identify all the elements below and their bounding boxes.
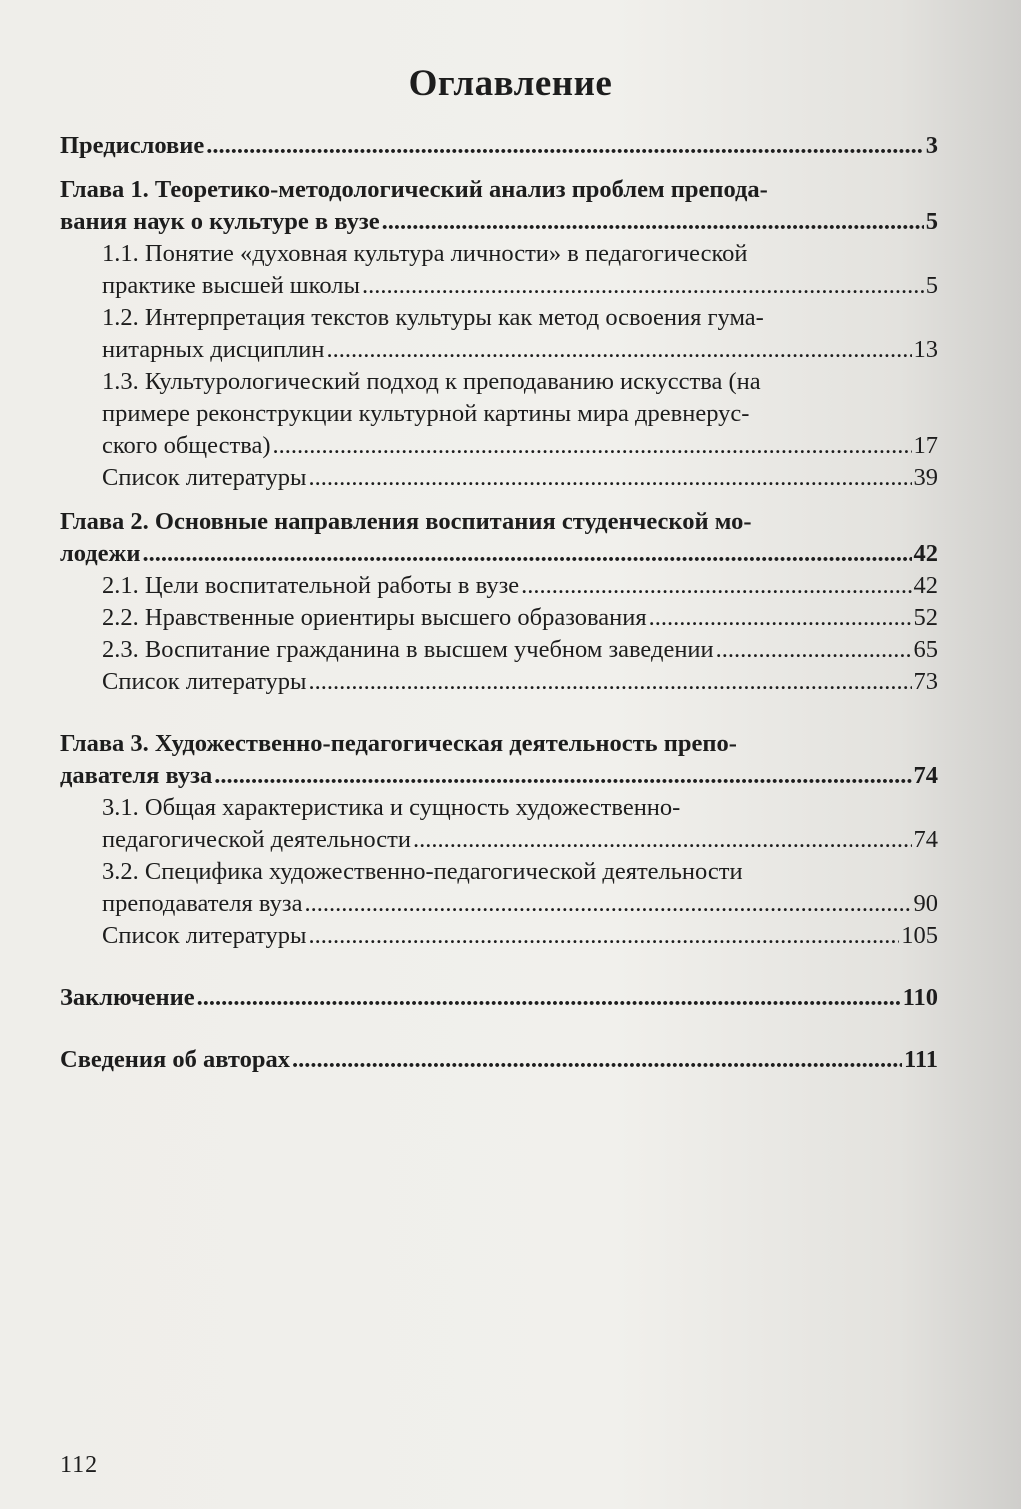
toc-leader-line [102, 602, 938, 634]
toc-entry-title: Глава 3. Художественно-педагогическая деятельность препо- [60, 730, 737, 757]
toc-page-number: 13 [913, 336, 938, 363]
dot-leader [142, 538, 911, 570]
toc-leader-line [102, 824, 938, 856]
toc-entry-title: Список литературы [102, 464, 307, 491]
toc-page-number: 74 [913, 826, 938, 853]
dot-leader [308, 666, 911, 698]
dot-leader [197, 982, 901, 1014]
dot-leader [292, 1044, 902, 1076]
dot-leader [206, 130, 924, 162]
toc-leader-line [102, 462, 938, 494]
toc-entry-title: Заключение [60, 984, 195, 1011]
toc-entry-chapter-2 [60, 506, 938, 570]
toc-entry-title: 1.2. Интерпретация текстов культуры как метод освоения гума- [102, 304, 764, 331]
toc-entry-preface [60, 130, 938, 162]
toc-leader-line [60, 130, 938, 162]
dot-leader [649, 602, 912, 634]
toc-entry-title: 3.1. Общая характеристика и сущность художественно- [102, 794, 681, 821]
dot-leader [273, 430, 912, 462]
toc-entry-references-3 [60, 920, 938, 952]
toc-page-number: 105 [901, 922, 938, 949]
toc-entry-chapter-1 [60, 174, 938, 238]
toc-entry-about-authors [60, 1044, 938, 1076]
toc-entry-section-1-1 [60, 238, 938, 302]
toc-leader-line [102, 920, 938, 952]
toc-entry-title: Предисловие [60, 132, 205, 159]
toc-page-number: 111 [903, 1046, 938, 1073]
toc-entry-title-end: лодежи [60, 540, 141, 567]
toc-leader-line [60, 538, 938, 570]
toc-entry-title: 3.2. Специфика художественно-педагогической деятельности [102, 858, 743, 885]
dot-leader [214, 760, 911, 792]
dot-leader [716, 634, 912, 666]
toc-entry-title-cont: примере реконструкции культурной картины мира древнерус- [102, 400, 750, 427]
toc-leader-line [102, 666, 938, 698]
page-number: 112 [60, 1452, 99, 1478]
toc-entry-section-3-2 [60, 856, 938, 920]
toc-entry-title-end: ского общества) [102, 432, 271, 459]
toc-leader-line [102, 888, 938, 920]
toc-page-number: 110 [902, 984, 938, 1011]
toc-page-number: 5 [925, 272, 938, 299]
toc-page-number: 90 [913, 890, 938, 917]
toc-leader-line [102, 570, 938, 602]
page-title: Оглавление [408, 63, 613, 104]
dot-leader [308, 920, 899, 952]
toc-entry-title: 1.3. Культурологический подход к преподаванию искусства (на [102, 368, 761, 395]
toc-entry-references-2 [60, 666, 938, 698]
toc-page-number: 39 [913, 464, 938, 491]
toc-entry-title: 1.1. Понятие «духовная культура личности» в педагогической [102, 240, 748, 267]
dot-leader [362, 270, 924, 302]
toc-entry-title-end: давателя вуза [60, 762, 213, 789]
toc-entry-title: Глава 2. Основные направления воспитания студенческой мо- [60, 508, 752, 535]
toc-entry-title: Список литературы [102, 668, 307, 695]
dot-leader [521, 570, 911, 602]
dot-leader [327, 334, 912, 366]
toc-page-number: 42 [913, 540, 938, 567]
toc-entry-title: Сведения об авторах [60, 1046, 290, 1073]
toc-page-number: 73 [913, 668, 938, 695]
toc-entry-title: 2.1. Цели воспитательной работы в вузе [102, 572, 520, 599]
dot-leader [308, 462, 911, 494]
toc-leader-line [102, 270, 938, 302]
toc-page-number: 52 [913, 604, 938, 631]
toc-leader-line [102, 430, 938, 462]
toc-leader-line [60, 982, 938, 1014]
toc-leader-line [60, 1044, 938, 1076]
toc-entry-title: Глава 1. Теоретико-методологический анализ проблем препода- [60, 176, 768, 203]
toc-entry-references-1 [60, 462, 938, 494]
dot-leader [382, 206, 924, 238]
toc-leader-line [102, 634, 938, 666]
toc-page-number: 3 [925, 132, 938, 159]
toc-entry-section-3-1 [60, 792, 938, 856]
toc-entry-section-2-1 [60, 570, 938, 602]
toc-page-number: 42 [913, 572, 938, 599]
toc-page-number: 5 [925, 208, 938, 235]
toc-leader-line [102, 334, 938, 366]
toc-entry-title: 2.2. Нравственные ориентиры высшего образования [102, 604, 647, 631]
table-of-contents [60, 130, 938, 1076]
toc-entry-chapter-3 [60, 728, 938, 792]
toc-page-number: 74 [913, 762, 938, 789]
toc-entry-title-end: нитарных дисциплин [102, 336, 325, 363]
toc-page-number: 65 [913, 636, 938, 663]
toc-entry-section-2-2 [60, 602, 938, 634]
toc-entry-title-end: вания наук о культуре в вузе [60, 208, 380, 235]
toc-entry-title-end: преподавателя вуза [102, 890, 303, 917]
toc-entry-section-2-3 [60, 634, 938, 666]
toc-leader-line [60, 760, 938, 792]
toc-entry-section-1-2 [60, 302, 938, 366]
toc-entry-title: 2.3. Воспитание гражданина в высшем учебном заведении [102, 636, 714, 663]
toc-entry-title: Список литературы [102, 922, 307, 949]
dot-leader [304, 888, 911, 920]
toc-entry-conclusion [60, 982, 938, 1014]
toc-leader-line [60, 206, 938, 238]
toc-page-number: 17 [913, 432, 938, 459]
toc-entry-section-1-3 [60, 366, 938, 462]
toc-entry-title-end: педагогической деятельности [102, 826, 411, 853]
toc-entry-title-end: практике высшей школы [102, 272, 360, 299]
dot-leader [413, 824, 912, 856]
